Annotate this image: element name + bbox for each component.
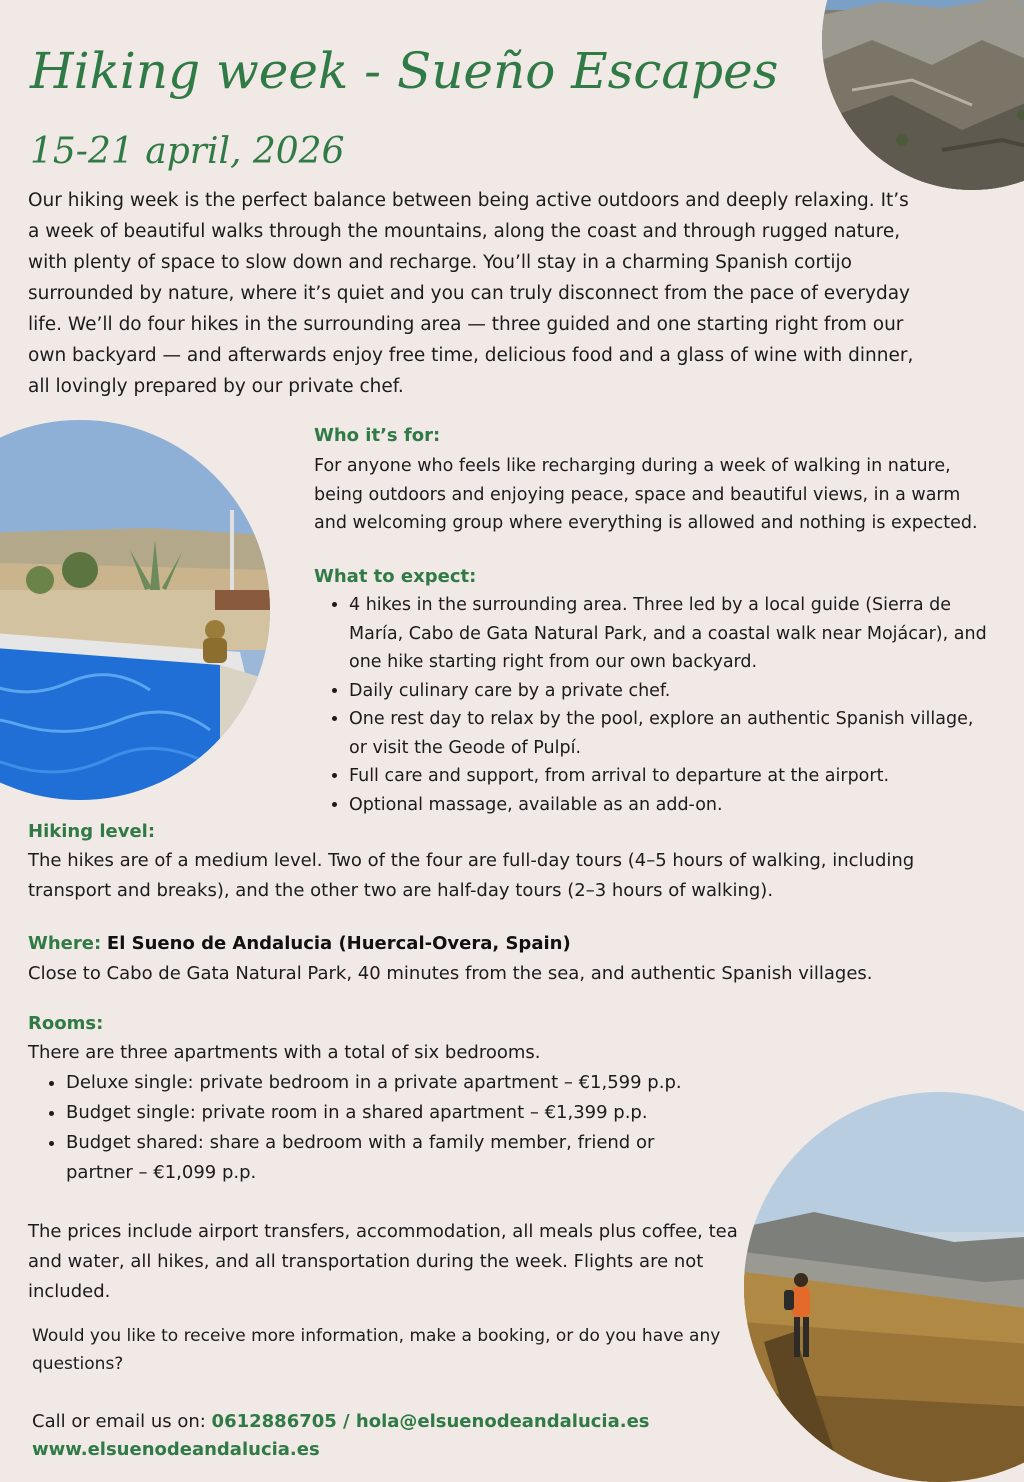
- list-item: • One rest day to relax by the pool, explore an authentic Spanish village, or visit the Geode of Pulpí.: [349, 705, 994, 762]
- expect-list: [314, 591, 994, 819]
- list-item: • Optional massage, available as an add-on.: [349, 791, 994, 820]
- who-text: For anyone who feels like recharging during a week of walking in nature, being outdoors and enjoying peace, space and beautiful views, in a warm and welcoming group where everything is allowed and nothing is expected.: [314, 456, 978, 533]
- page-title: Hiking week - Sueño Escapes: [30, 42, 779, 100]
- prices-text: The prices include airport transfers, accommodation, all meals plus coffee, tea and water, all hikes, and all transportation during the week. Flights are not included.: [28, 1221, 738, 1302]
- list-item: • 4 hikes in the surrounding area. Three led by a local guide (Sierra de María, Cabo de Gata Natural Park, and a coastal walk near Mojácar), and one hike starting right from our own backyard.: [349, 591, 994, 677]
- hikers-photo: [744, 1092, 1024, 1482]
- rooms-intro: There are three apartments with a total of six bedrooms.: [28, 1042, 541, 1063]
- where-label: Where:: [28, 933, 102, 954]
- landscape-photo: [822, 0, 1024, 190]
- website-link[interactable]: www.elsuenodeandalucia.es: [32, 1439, 320, 1460]
- event-dates: 15-21 april, 2026: [30, 131, 345, 172]
- contact-label: Call or email us on:: [32, 1411, 206, 1432]
- rooms-section: [28, 1010, 728, 1188]
- rooms-heading: Rooms:: [28, 1013, 104, 1034]
- level-section: [28, 818, 988, 906]
- expect-heading: What to expect:: [314, 566, 477, 587]
- hiking-trail-image: [744, 1092, 1024, 1482]
- level-heading: Hiking level:: [28, 821, 156, 842]
- level-text: The hikes are of a medium level. Two of the four are full-day tours (4–5 hours of walking, including transport and breaks), and the other two are half-day tours (2–3 hours of walking).: [28, 850, 915, 901]
- intro-paragraph: Our hiking week is the perfect balance between being active outdoors and deeply relaxing. It’s a week of beautiful walks through the mountains, along the coast and through rugged nature, with plenty of space to slow down and recharge. You’ll stay in a charming Spanish cortijo surrounded by nature, where it’s quiet and you can truly disconnect from the pace of everyday life. We’ll do four hikes in the surrounding area — three guided and one starting right from our own backyard — and afterwards enjoy free time, delicious food and a glass of wine with dinner, all lovingly prepared by our private chef.: [28, 190, 914, 397]
- contact-line: [32, 1408, 752, 1436]
- list-item: • Full care and support, from arrival to departure at the airport.: [349, 762, 994, 791]
- contact-details[interactable]: 0612886705 / hola@elsuenodeandalucia.es: [211, 1411, 650, 1432]
- who-heading: Who it’s for:: [314, 425, 441, 446]
- where-place: El Sueno de Andalucia (Huercal-Overa, Spain): [106, 933, 571, 954]
- where-text: Close to Cabo de Gata Natural Park, 40 minutes from the sea, and authentic Spanish villages.: [28, 963, 873, 984]
- where-line: [28, 930, 988, 958]
- list-item: • Daily culinary care by a private chef.: [349, 677, 994, 706]
- mountain-landscape-image: [822, 0, 1024, 190]
- rooms-list: [28, 1068, 728, 1188]
- pool-garden-image: [0, 420, 270, 800]
- contact-question: Would you like to receive more information, make a booking, or do you have any questions?: [32, 1326, 721, 1374]
- where-section: [28, 930, 988, 990]
- list-item: • Deluxe single: private bedroom in a private apartment – €1,599 p.p.: [66, 1068, 728, 1098]
- list-item: • Budget shared: share a bedroom with a family member, friend or partner – €1,099 p.p.: [66, 1128, 706, 1188]
- expect-section: [314, 563, 994, 819]
- who-section: [314, 422, 994, 538]
- pool-photo: [0, 420, 270, 800]
- list-item: • Budget single: private room in a shared apartment – €1,399 p.p.: [66, 1098, 728, 1128]
